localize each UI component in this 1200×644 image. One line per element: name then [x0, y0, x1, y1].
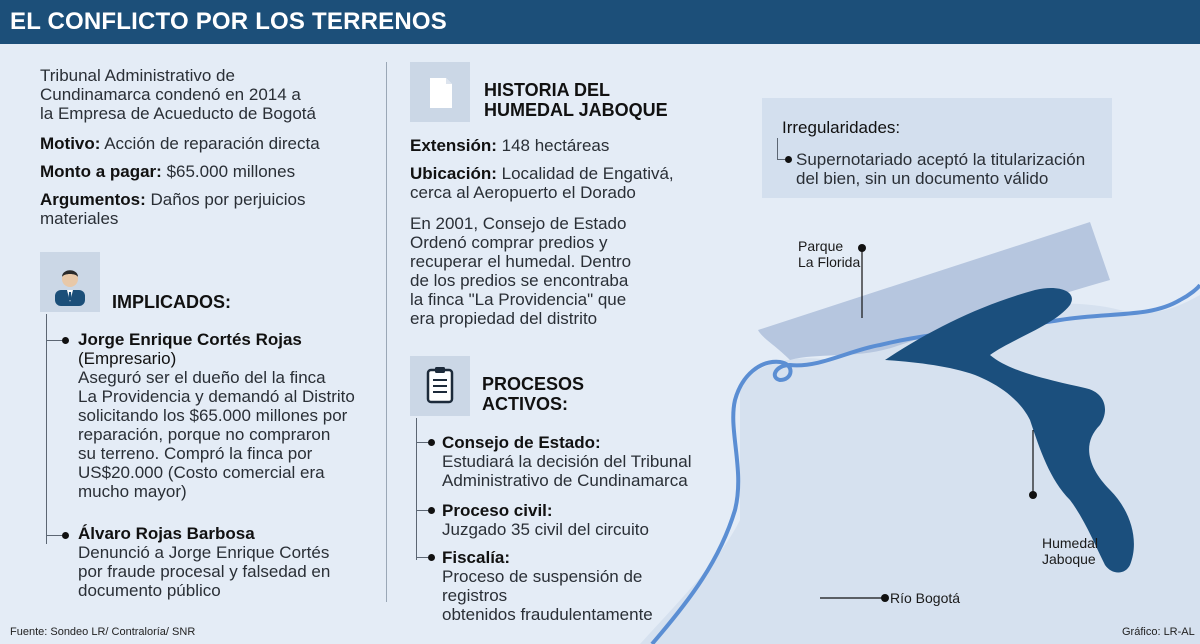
motivo-row: [40, 134, 320, 153]
motivo-label: Motivo:: [40, 134, 101, 153]
person1-desc-line: solicitando los $65.000 millones por: [78, 406, 348, 425]
ubicacion-row: [410, 164, 674, 202]
ubicacion-value: Localidad de Engativá,: [496, 164, 674, 183]
paragraph-line: era propiedad del distrito: [410, 309, 598, 328]
argumentos-label: Argumentos:: [40, 190, 146, 209]
person2-desc-line: por fraude procesal y falsedad en: [78, 562, 331, 581]
credit-footer: Gráfico: LR-AL: [1122, 626, 1195, 638]
page-title: EL CONFLICTO POR LOS TERRENOS: [10, 8, 447, 35]
bullet-connector: [46, 340, 62, 341]
historia-icon-box: [410, 62, 470, 122]
source-footer: Fuente: Sondeo LR/ Contraloría/ SNR: [10, 626, 196, 638]
motivo-value: Acción de reparación directa: [100, 134, 320, 153]
argumentos-row: [40, 190, 305, 228]
monto-label: Monto a pagar:: [40, 162, 162, 181]
irregularidades-text: [796, 150, 1106, 188]
intro-text: [40, 66, 370, 123]
person2-desc-line: Denunció a Jorge Enrique Cortés: [78, 543, 330, 562]
person1-desc-line: US$20.000 (Costo comercial era: [78, 463, 325, 482]
proceso-item: [442, 501, 702, 539]
map-label-humedal-line2: Jaboque: [1042, 551, 1096, 567]
map-label-rio: Río Bogotá: [890, 590, 961, 606]
person1-role: (Empresario): [78, 349, 177, 368]
proceso-item: [442, 433, 702, 490]
person1-desc-line: mucho mayor): [78, 482, 187, 501]
paragraph-line: la finca "La Providencia" que: [410, 290, 627, 309]
intro-line: la Empresa de Acueducto de Bogotá: [40, 104, 316, 123]
monto-value: $65.000 millones: [161, 162, 296, 181]
bullet-dot: [428, 554, 435, 561]
bullet-dot: [428, 439, 435, 446]
historia-paragraph: [410, 214, 690, 328]
document-icon: [410, 62, 470, 122]
map-label-parque-line1: Parque: [798, 238, 844, 254]
monto-row: [40, 162, 295, 181]
bullet-dot: [428, 507, 435, 514]
irregularidades-line: del bien, sin un documento válido: [796, 169, 1049, 188]
person1-desc-line: Aseguró ser el dueño del la finca: [78, 368, 326, 387]
historia-title-line: HISTORIA DEL: [484, 80, 611, 100]
implicados-icon-box: [40, 252, 100, 312]
header-bar: [0, 0, 1200, 44]
map-label-parque: [798, 238, 860, 270]
bullet-connector: [46, 535, 62, 536]
procesos-title-line: ACTIVOS:: [482, 394, 569, 414]
bullet-connector: [416, 510, 428, 511]
irregularidades-title: Irregularidades:: [782, 118, 901, 137]
bullet-dot: [62, 532, 69, 539]
irregularidades-line: Supernotariado aceptó la titularización: [796, 150, 1086, 169]
proceso-line: Juzgado 35 civil del circuito: [442, 520, 649, 539]
map-label-humedal-line1: Humedal: [1042, 535, 1099, 551]
irregularidades-bullet-line: [777, 138, 778, 160]
bullet-dot: [785, 156, 792, 163]
historia-title: [484, 80, 668, 120]
bullet-dot: [62, 337, 69, 344]
procesos-icon-box: [410, 356, 470, 416]
paragraph-line: En 2001, Consejo de Estado: [410, 214, 627, 233]
extension-value: 148 hectáreas: [496, 136, 610, 155]
proceso-line: obtenidos fraudulentamente: [442, 605, 653, 624]
map-label-humedal: [1042, 535, 1098, 567]
person1-desc-line: su terreno. Compró la finca por: [78, 444, 313, 463]
proceso-line: Administrativo de Cundinamarca: [442, 471, 688, 490]
proceso-label: Consejo de Estado:: [442, 433, 601, 452]
historia-title-line: HUMEDAL JABOQUE: [484, 100, 668, 120]
implicados-bullet-line: [46, 314, 47, 544]
proceso-item: [442, 548, 702, 624]
person1-name: Jorge Enrique Cortés Rojas: [78, 330, 302, 349]
ubicacion-label: Ubicación:: [410, 164, 497, 183]
bullet-connector: [416, 442, 428, 443]
person2-name: Álvaro Rojas Barbosa: [78, 524, 255, 543]
column-divider: [386, 62, 387, 602]
paragraph-line: de los predios se encontraba: [410, 271, 629, 290]
person2-desc-line: documento público: [78, 581, 221, 600]
proceso-line: Proceso de suspensión de registros: [442, 567, 643, 605]
argumentos-value-cont: materiales: [40, 209, 119, 228]
argumentos-value: Daños por perjuicios: [145, 190, 306, 209]
intro-line: Tribunal Administrativo de: [40, 66, 235, 85]
proceso-label: Fiscalía:: [442, 548, 511, 567]
person1-desc-line: reparación, porque no compraron: [78, 425, 331, 444]
user-icon: [40, 252, 100, 312]
extension-row: [410, 136, 609, 155]
person1-block: [78, 330, 378, 501]
person2-block: [78, 524, 378, 600]
intro-line: Cundinamarca condenó en 2014 a: [40, 85, 301, 104]
map-label-parque-line2: La Florida: [798, 254, 861, 270]
person1-desc-line: La Providencia y demandó al Distrito: [78, 387, 355, 406]
proceso-line: Estudiará la decisión del Tribunal: [442, 452, 692, 471]
extension-label: Extensión:: [410, 136, 497, 155]
bullet-connector: [777, 159, 785, 160]
paragraph-line: recuperar el humedal. Dentro: [410, 252, 632, 271]
procesos-title: [482, 374, 584, 414]
implicados-title: IMPLICADOS:: [112, 292, 231, 312]
clipboard-icon: [410, 356, 470, 416]
procesos-bullet-line: [416, 418, 417, 560]
ubicacion-value-cont: cerca al Aeropuerto el Dorado: [410, 183, 636, 202]
bullet-connector: [416, 557, 428, 558]
procesos-title-line: PROCESOS: [482, 374, 585, 394]
proceso-label: Proceso civil:: [442, 501, 553, 520]
paragraph-line: Ordenó comprar predios y: [410, 233, 608, 252]
